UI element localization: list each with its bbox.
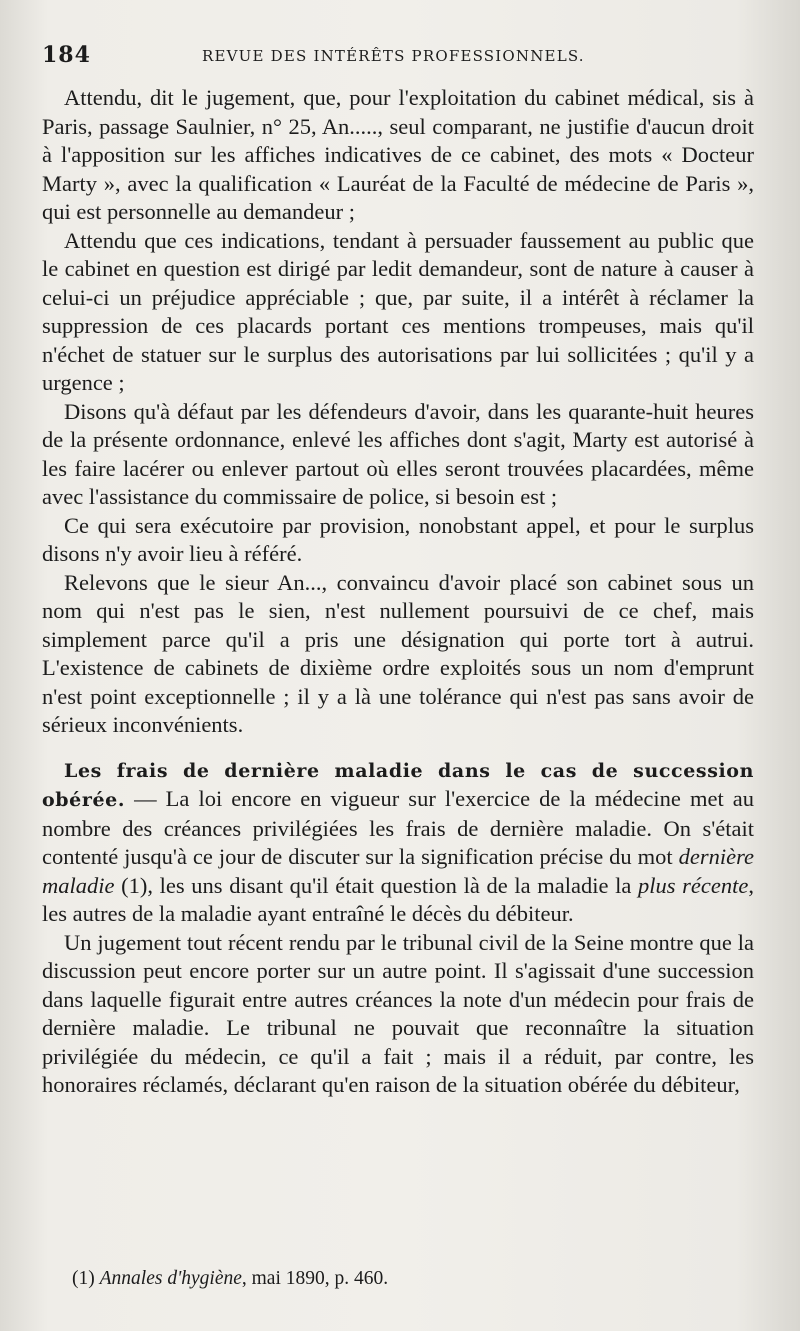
emphasis-derniere-maladie: dernière maladie <box>42 844 754 898</box>
body-text <box>42 84 754 1100</box>
page-header <box>42 42 742 74</box>
section-paragraph-2: Un jugement tout récent rendu par le tribunal civil de la Seine montre que la discussion peut encore porter sur un autre point. Il s'agissait d'une succession dans laquelle figurait entre autres créances la note d'un médecin pour frais de dernière maladie. Le tribunal ne pouvait que reconnaître la situation privilégiée du médecin, ce qu'il a fait ; mais il a réduit, par contre, les honoraires réclamés, déclarant qu'en raison de la situation obérée du débiteur, <box>42 929 754 1097</box>
footnote-source: Annales d'hygiène <box>99 1268 242 1289</box>
page-number: 184 <box>42 42 91 68</box>
section-paragraph-1: Les frais de dernière maladie dans le cas de succession obérée. — La loi encore en vigueur sur l'exercice de la médecine met au nombre des créances privilégiées les frais de dernière maladie. On s'était contenté jusqu'à ce jour de discuter sur la signification précise du mot dernière maladie (1), les uns disant qu'il était question là de la maladie la plus récente, les autres de la maladie ayant entraîné le décès du débiteur. <box>42 759 754 926</box>
paragraph-disons: Disons qu'à défaut par les défendeurs d'avoir, dans les quarante-huit heures de la présente ordonnance, enlevé les affiches dont s'agit, Marty est autorisé à les faire lacérer ou enlever partout où elles seront trouvées placardées, même avec l'assistance du commissaire de police, si besoin est ; <box>42 398 754 509</box>
running-head: REVUE DES INTÉRÊTS PROFESSIONNELS. <box>202 47 585 65</box>
footnote: (1) Annales d'hygiène, mai 1890, p. 460. <box>72 1268 389 1289</box>
emphasis-plus-recente: plus récente <box>638 872 749 898</box>
paragraph-attendu-2: Attendu que ces indications, tendant à persuader faussement au public que le cabinet en question est dirigé par ledit demandeur, sont de nature à causer à celui-ci un préjudice appréciable ; que, par suite, il a intérêt à réclamer la suppression de ces placards portant ces mentions trompeuses, mais qu'il n'échet de statuer sur le surplus des autorisations par lui sollicitées ; qu'il y a urgence ; <box>42 227 754 395</box>
paragraph-executoire: Ce qui sera exécutoire par provision, nonobstant appel, et pour le surplus disons n'y avoir lieu à référé. <box>42 512 754 566</box>
paragraph-relevons: Relevons que le sieur An..., convaincu d'avoir placé son cabinet sous un nom qui n'est pas le sien, n'est nullement poursuivi de ce chef, mais simplement parce qu'il a pris une désignation qui porte tort à autrui. L'existence de cabinets de dixième ordre exploités sous un nom d'emprunt n'est point exceptionnelle ; il y a là une tolérance qui n'est pas sans avoir de sérieux inconvénients. <box>42 569 754 737</box>
paragraph-attendu-1: Attendu, dit le jugement, que, pour l'exploitation du cabinet médical, sis à Paris, passage Saulnier, n° 25, An....., seul comparant, ne justifie d'aucun droit à l'apposition sur les affiches indicatives de ce cabinet, des mots « Docteur Marty », avec la qualification « Lauréat de la Faculté de médecine de Paris », qui est personnelle au demandeur ; <box>42 85 754 224</box>
section-heading: Les frais de dernière maladie dans le cas de succession obérée. <box>42 759 754 811</box>
